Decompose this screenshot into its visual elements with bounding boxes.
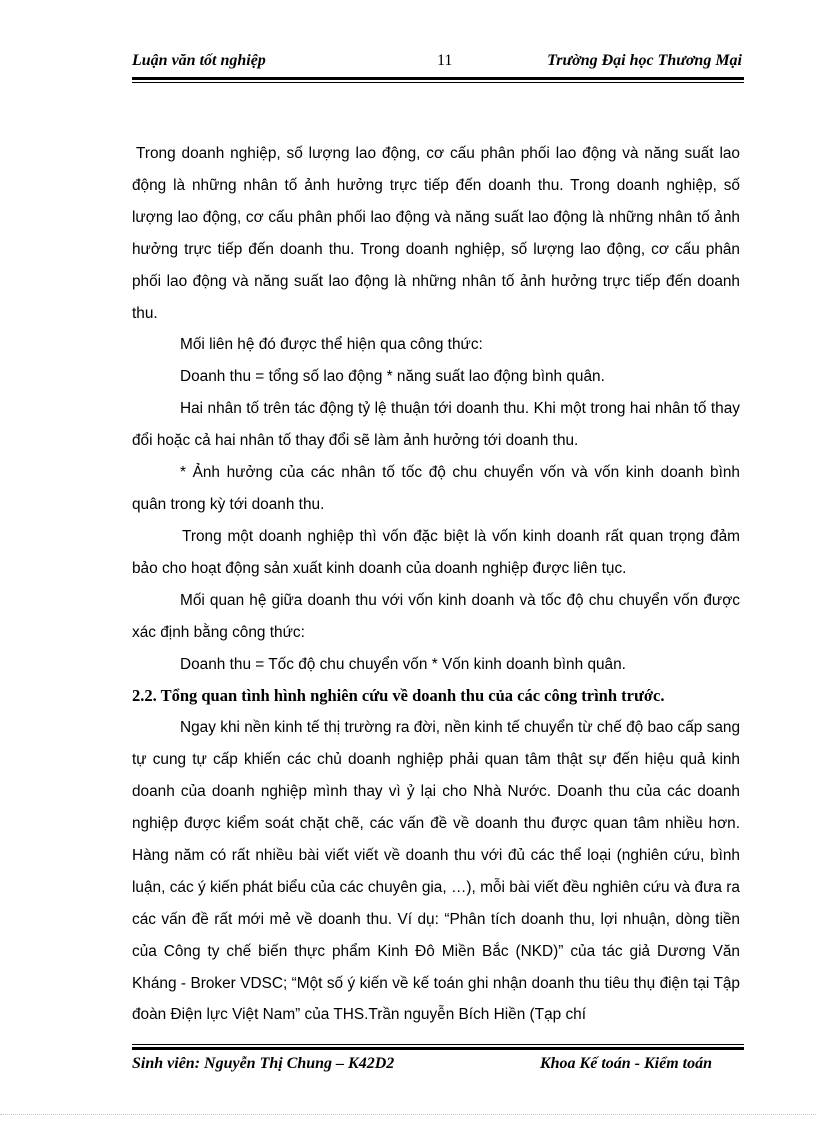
paragraph-proportional: Hai nhân tố trên tác động tỷ lệ thuận tới doanh thu. Khi một trong hai nhân tố thay đổi hoặc cả hai nhân tố thay đổi sẽ làm ảnh hưởng tới doanh thu.	[132, 400, 740, 450]
footer-rule-thick	[132, 1047, 744, 1050]
section-heading-2-2: 2.2. Tổng quan tình hình nghiên cứu về doanh thu của các công trình trước.	[132, 686, 665, 706]
paragraph-capital-importance: Trong một doanh nghiệp thì vốn đặc biệt là vốn kinh doanh rất quan trọng đảm bảo cho hoạt động sản xuất kinh doanh của doanh nghiệp được liên tục.	[132, 527, 740, 577]
thesis-label: Luận văn tốt nghiệp	[132, 52, 266, 69]
header-rule-thick	[132, 77, 744, 80]
page-bottom-border	[0, 1114, 816, 1115]
formula-capital: Doanh thu = Tốc độ chu chuyển vốn * Vốn kinh doanh bình quân.	[180, 655, 626, 673]
page-header	[132, 52, 742, 74]
header-rule-thin	[132, 82, 744, 83]
university-name: Trường Đại học Thương Mại	[547, 52, 742, 69]
page-body	[132, 138, 740, 1031]
paragraph-formula-intro-1: Mối liên hệ đó được thể hiện qua công thức:	[180, 336, 483, 354]
paragraph-labor-factors: Trong doanh nghiệp, số lượng lao động, cơ cấu phân phối lao động và năng suất lao động là những nhân tố ảnh hưởng trực tiếp đến doanh thu. Trong doanh nghiệp, số lượng lao động, cơ cấu phân phối lao động và năng suất lao động là những nhân tố ảnh hưởng trực tiếp đến doanh thu. Trong doanh nghiệp, số lượng lao động, cơ cấu phân phối lao động và năng suất lao động là những nhân tố ảnh hưởng trực tiếp đến doanh thu.	[132, 145, 740, 322]
paragraph-capital-factors: * Ảnh hưởng của các nhân tố tốc độ chu chuyển vốn và vốn kinh doanh bình quân trong kỳ tới doanh thu.	[132, 464, 740, 513]
paragraph-formula-intro-2: Mối quan hệ giữa doanh thu với vốn kinh doanh và tốc độ chu chuyển vốn được xác định bằng công thức:	[132, 591, 740, 641]
footer-rule-thin	[132, 1044, 744, 1045]
page-footer	[132, 1055, 712, 1077]
student-name: Sinh viên: Nguyễn Thị Chung – K42D2	[132, 1055, 395, 1072]
page-number: 11	[437, 52, 453, 69]
paragraph-research-overview: Ngay khi nền kinh tế thị trường ra đời, nền kinh tế chuyển từ chế độ bao cấp sang tự cung tự cấp khiến các chủ doanh nghiệp phải quan tâm thật sự đến hiệu quả kinh doanh của doanh nghiệp mình thay vì ỷ lại cho Nhà Nước. Doanh thu của các doanh nghiệp được kiểm soát chặt chẽ, các vấn đề về doanh thu được quan tâm nhiều hơn. Hàng năm có rất nhiều bài viết viết về doanh thu với đủ các thể loại (nghiên cứu, bình luận, các ý kiến phát biểu của các chuyên gia, …), mỗi bài viết đều nghiên cứu và đưa ra các vấn đề rất mới mẻ về doanh thu. Ví dụ: “Phân tích doanh thu, lợi nhuận, dòng tiền của Công ty chế biến thực phẩm Kinh Đô Miền Bắc (NKD)” của tác giả Dương Văn Kháng - Broker VDSC; “Một số ý kiến về kế toán ghi nhận doanh thu tiêu thụ điện tại Tập đoàn Điện lực Việt Nam” của THS.Trần nguyễn Bích Hiền (Tạp chí	[132, 719, 740, 1024]
department-name: Khoa Kế toán - Kiểm toán	[539, 1055, 712, 1072]
formula-labor: Doanh thu = tổng số lao động * năng suất lao động bình quân.	[180, 368, 605, 386]
